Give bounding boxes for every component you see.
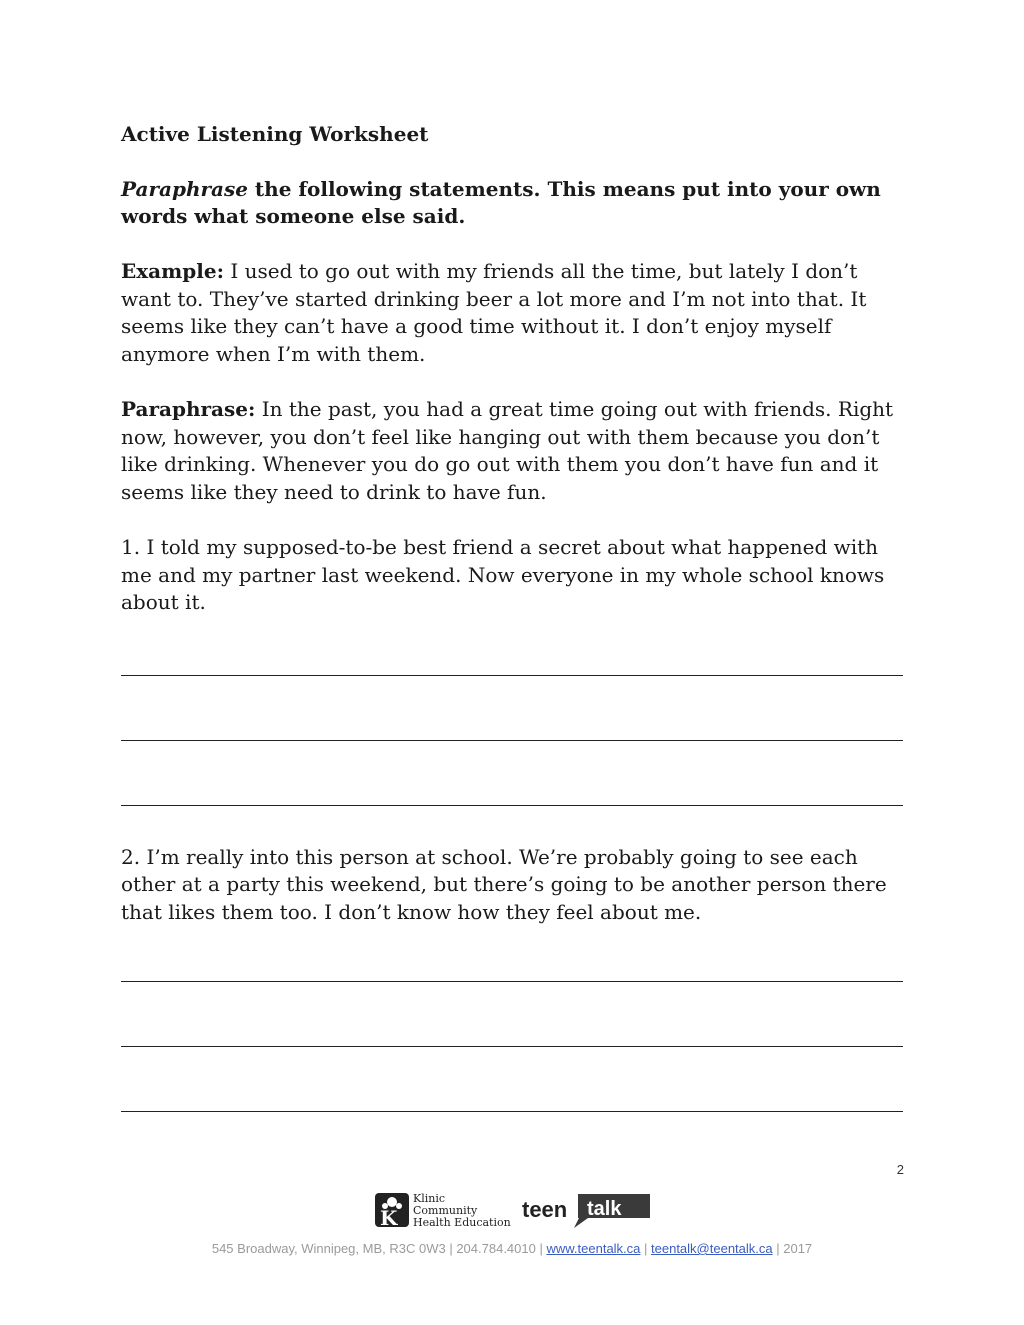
footer-separator: | bbox=[535, 1241, 547, 1256]
teen-wordmark: teen bbox=[522, 1197, 568, 1222]
instructions-text: the following statements. This means put into your own words what someone else said. bbox=[121, 177, 881, 228]
svg-text:K: K bbox=[380, 1206, 398, 1230]
answer-line[interactable] bbox=[121, 1111, 903, 1112]
instructions bbox=[121, 176, 911, 230]
question-1: 1. I told my supposed-to-be best friend a secret about what happened with me and my partner last weekend. Now everyone in my whole school knows about it. bbox=[121, 535, 885, 614]
example-label: Example: bbox=[121, 259, 224, 283]
footer bbox=[0, 1241, 1024, 1256]
example-text: I used to go out with my friends all the time, but lately I don’t want to. They’ve started drinking beer a lot more and I’m not into that. It seems like they can’t have a good time without it. I don’t enjoy myself anymore when I’m with them. bbox=[121, 259, 867, 366]
footer-email-link[interactable]: teentalk@teentalk.ca bbox=[651, 1241, 773, 1256]
footer-separator: | bbox=[445, 1241, 457, 1256]
paraphrase-label: Paraphrase: bbox=[121, 397, 256, 421]
answer-line[interactable] bbox=[121, 805, 903, 806]
answer-line[interactable] bbox=[121, 675, 903, 676]
footer-separator: | bbox=[772, 1241, 784, 1256]
answer-line[interactable] bbox=[121, 740, 903, 741]
klinic-line-1: Klinic bbox=[413, 1192, 446, 1205]
klinic-line-2: Community bbox=[413, 1204, 478, 1217]
footer-logos bbox=[374, 1190, 654, 1230]
worksheet-content bbox=[121, 120, 911, 1112]
footer-year: 2017 bbox=[783, 1241, 813, 1256]
footer-address: 545 Broadway, Winnipeg, MB, R3C 0W3 bbox=[211, 1241, 446, 1256]
answer-line[interactable] bbox=[121, 981, 903, 982]
footer-phone: 204.784.4010 bbox=[456, 1241, 536, 1256]
talk-wordmark: talk bbox=[587, 1198, 622, 1220]
footer-separator: | bbox=[640, 1241, 652, 1256]
page-number: 2 bbox=[896, 1162, 904, 1177]
instructions-emphasis: Paraphrase bbox=[121, 177, 248, 201]
page-title: Active Listening Worksheet bbox=[121, 122, 429, 146]
teen-talk-logo bbox=[522, 1194, 650, 1228]
paraphrase-paragraph bbox=[121, 396, 911, 506]
answer-line[interactable] bbox=[121, 1046, 903, 1047]
footer-website-link[interactable]: www.teentalk.ca bbox=[546, 1241, 641, 1256]
paraphrase-text: In the past, you had a great time going out with friends. Right now, however, you don’t feel like hanging out with them because you don’t like drinking. Whenever you do go out with them you don’t have fun and it seems like they need to drink to have fun. bbox=[121, 397, 894, 504]
example-paragraph bbox=[121, 258, 911, 368]
klinic-line-3: Health Education bbox=[413, 1216, 511, 1229]
question-2: 2. I’m really into this person at school. We’re probably going to see each other at a party this weekend, but there’s going to be another person there that likes them too. I don’t know how they feel about me. bbox=[121, 844, 887, 924]
klinic-logo bbox=[375, 1192, 511, 1230]
